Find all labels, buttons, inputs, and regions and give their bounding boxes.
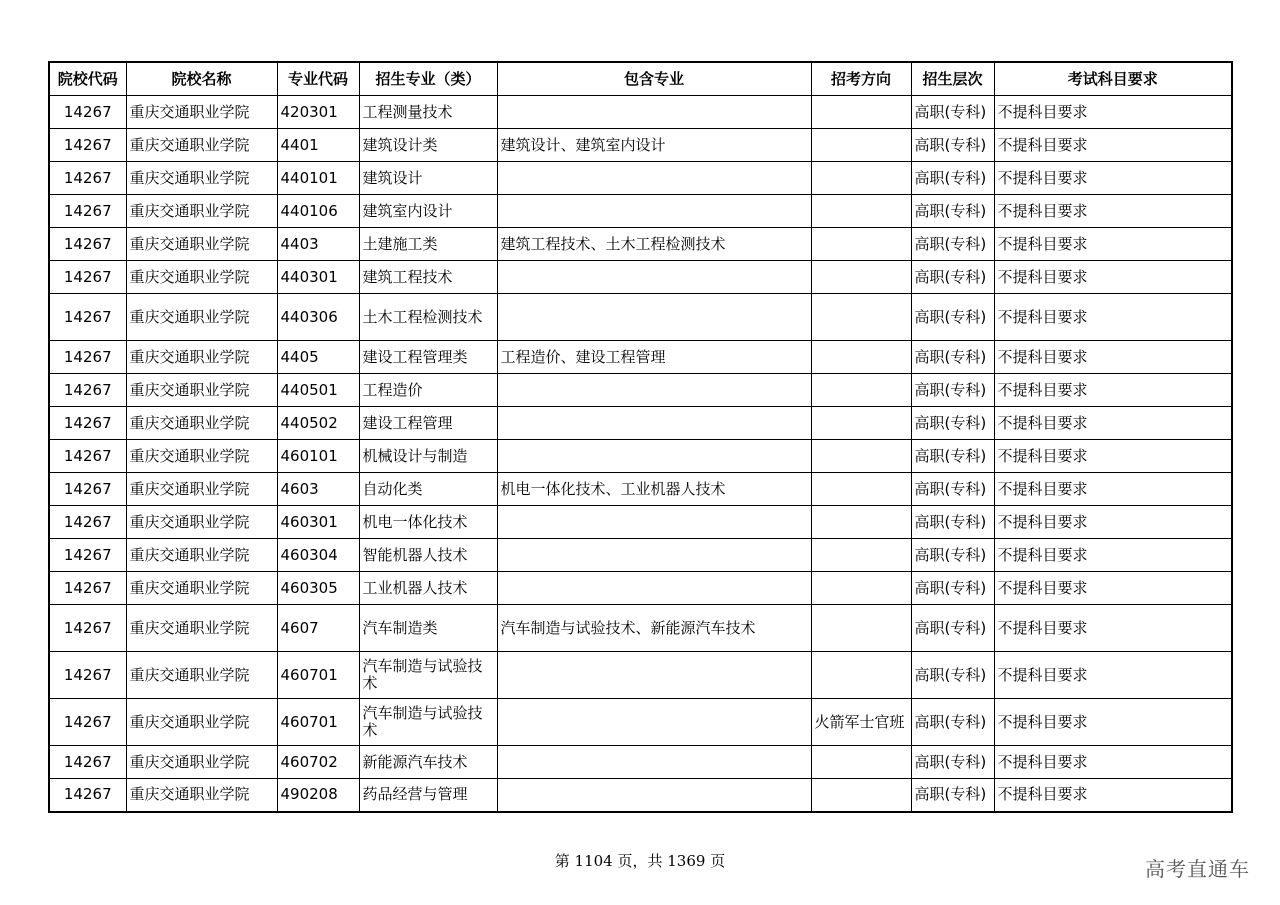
cell-major-code: 460304	[277, 539, 359, 572]
table-row	[49, 506, 1232, 539]
cell-direction	[811, 407, 911, 440]
cell-exam-requirements: 不提科目要求	[994, 506, 1232, 539]
cell-exam-requirements: 不提科目要求	[994, 572, 1232, 605]
table-row	[49, 195, 1232, 228]
cell-direction	[811, 652, 911, 699]
cell-major-code: 460701	[277, 652, 359, 699]
cell-direction	[811, 605, 911, 652]
header-direction: 招考方向	[811, 62, 911, 96]
cell-exam-requirements: 不提科目要求	[994, 261, 1232, 294]
cell-major: 机械设计与制造	[359, 440, 497, 473]
cell-major-code: 4401	[277, 129, 359, 162]
cell-exam-requirements: 不提科目要求	[994, 473, 1232, 506]
cell-direction	[811, 162, 911, 195]
cell-exam-requirements: 不提科目要求	[994, 746, 1232, 779]
table-row	[49, 162, 1232, 195]
cell-major-code: 440101	[277, 162, 359, 195]
cell-exam-requirements: 不提科目要求	[994, 195, 1232, 228]
cell-level: 高职(专科)	[911, 96, 994, 129]
cell-school-code: 14267	[49, 506, 126, 539]
cell-school-code: 14267	[49, 294, 126, 341]
cell-school-code: 14267	[49, 699, 126, 746]
table-row	[49, 407, 1232, 440]
table-row	[49, 572, 1232, 605]
cell-level: 高职(专科)	[911, 374, 994, 407]
cell-major: 建设工程管理类	[359, 341, 497, 374]
cell-exam-requirements: 不提科目要求	[994, 294, 1232, 341]
cell-direction	[811, 572, 911, 605]
cell-school-name: 重庆交通职业学院	[126, 341, 277, 374]
cell-school-name: 重庆交通职业学院	[126, 652, 277, 699]
cell-school-code: 14267	[49, 374, 126, 407]
cell-school-code: 14267	[49, 539, 126, 572]
cell-direction	[811, 129, 911, 162]
cell-level: 高职(专科)	[911, 440, 994, 473]
table-row	[49, 261, 1232, 294]
cell-school-code: 14267	[49, 572, 126, 605]
header-included-majors: 包含专业	[497, 62, 811, 96]
cell-major: 汽车制造与试验技术	[359, 699, 497, 746]
cell-included-majors: 机电一体化技术、工业机器人技术	[497, 473, 811, 506]
cell-school-name: 重庆交通职业学院	[126, 294, 277, 341]
cell-major: 自动化类	[359, 473, 497, 506]
cell-major-code: 4607	[277, 605, 359, 652]
cell-level: 高职(专科)	[911, 779, 994, 812]
cell-school-name: 重庆交通职业学院	[126, 195, 277, 228]
page-number: 第 1104 页，共 1369 页	[554, 852, 726, 870]
cell-school-name: 重庆交通职业学院	[126, 605, 277, 652]
cell-major: 新能源汽车技术	[359, 746, 497, 779]
cell-school-code: 14267	[49, 473, 126, 506]
cell-major-code: 460702	[277, 746, 359, 779]
table-row	[49, 228, 1232, 261]
table-row	[49, 96, 1232, 129]
cell-direction	[811, 195, 911, 228]
cell-level: 高职(专科)	[911, 605, 994, 652]
cell-direction: 火箭军士官班	[811, 699, 911, 746]
header-major: 招生专业（类）	[359, 62, 497, 96]
cell-direction	[811, 341, 911, 374]
cell-included-majors: 汽车制造与试验技术、新能源汽车技术	[497, 605, 811, 652]
cell-major: 机电一体化技术	[359, 506, 497, 539]
table-body	[49, 96, 1232, 812]
cell-major-code: 460701	[277, 699, 359, 746]
cell-major-code: 4405	[277, 341, 359, 374]
cell-major-code: 440306	[277, 294, 359, 341]
table-row	[49, 374, 1232, 407]
cell-included-majors: 建筑设计、建筑室内设计	[497, 129, 811, 162]
cell-level: 高职(专科)	[911, 473, 994, 506]
cell-school-code: 14267	[49, 195, 126, 228]
cell-school-name: 重庆交通职业学院	[126, 261, 277, 294]
cell-exam-requirements: 不提科目要求	[994, 228, 1232, 261]
cell-included-majors	[497, 652, 811, 699]
cell-major: 工程测量技术	[359, 96, 497, 129]
cell-level: 高职(专科)	[911, 506, 994, 539]
watermark-logo-text: 高考直通车	[1145, 857, 1250, 881]
cell-major: 工程造价	[359, 374, 497, 407]
cell-major: 智能机器人技术	[359, 539, 497, 572]
cell-school-name: 重庆交通职业学院	[126, 473, 277, 506]
cell-school-name: 重庆交通职业学院	[126, 440, 277, 473]
cell-school-code: 14267	[49, 228, 126, 261]
cell-school-name: 重庆交通职业学院	[126, 407, 277, 440]
cell-direction	[811, 294, 911, 341]
cell-major: 工业机器人技术	[359, 572, 497, 605]
cell-level: 高职(专科)	[911, 341, 994, 374]
cell-major-code: 440301	[277, 261, 359, 294]
table-row	[49, 440, 1232, 473]
cell-major: 土木工程检测技术	[359, 294, 497, 341]
cell-exam-requirements: 不提科目要求	[994, 652, 1232, 699]
cell-school-name: 重庆交通职业学院	[126, 699, 277, 746]
cell-included-majors	[497, 374, 811, 407]
cell-level: 高职(专科)	[911, 539, 994, 572]
cell-major: 建筑室内设计	[359, 195, 497, 228]
cell-school-name: 重庆交通职业学院	[126, 228, 277, 261]
cell-level: 高职(专科)	[911, 746, 994, 779]
cell-major-code: 4403	[277, 228, 359, 261]
cell-direction	[811, 261, 911, 294]
cell-major-code: 460305	[277, 572, 359, 605]
cell-exam-requirements: 不提科目要求	[994, 440, 1232, 473]
header-exam-requirements: 考试科目要求	[994, 62, 1232, 96]
cell-school-name: 重庆交通职业学院	[126, 129, 277, 162]
cell-school-code: 14267	[49, 746, 126, 779]
cell-school-name: 重庆交通职业学院	[126, 96, 277, 129]
cell-school-code: 14267	[49, 261, 126, 294]
cell-school-code: 14267	[49, 96, 126, 129]
cell-school-name: 重庆交通职业学院	[126, 506, 277, 539]
cell-level: 高职(专科)	[911, 162, 994, 195]
cell-major: 建设工程管理	[359, 407, 497, 440]
cell-exam-requirements: 不提科目要求	[994, 407, 1232, 440]
cell-exam-requirements: 不提科目要求	[994, 779, 1232, 812]
cell-level: 高职(专科)	[911, 129, 994, 162]
admissions-table	[48, 61, 1233, 813]
cell-major: 土建施工类	[359, 228, 497, 261]
cell-exam-requirements: 不提科目要求	[994, 129, 1232, 162]
cell-included-majors	[497, 699, 811, 746]
table-row	[49, 779, 1232, 812]
cell-school-name: 重庆交通职业学院	[126, 539, 277, 572]
cell-school-code: 14267	[49, 779, 126, 812]
cell-included-majors	[497, 261, 811, 294]
cell-major-code: 490208	[277, 779, 359, 812]
cell-level: 高职(专科)	[911, 699, 994, 746]
cell-school-code: 14267	[49, 129, 126, 162]
table-row	[49, 129, 1232, 162]
cell-level: 高职(专科)	[911, 407, 994, 440]
header-level: 招生层次	[911, 62, 994, 96]
cell-included-majors	[497, 407, 811, 440]
cell-exam-requirements: 不提科目要求	[994, 605, 1232, 652]
cell-direction	[811, 228, 911, 261]
header-school-name: 院校名称	[126, 62, 277, 96]
cell-included-majors	[497, 779, 811, 812]
cell-direction	[811, 96, 911, 129]
cell-direction	[811, 473, 911, 506]
table-row	[49, 605, 1232, 652]
cell-exam-requirements: 不提科目要求	[994, 162, 1232, 195]
cell-major: 建筑工程技术	[359, 261, 497, 294]
cell-major: 建筑设计类	[359, 129, 497, 162]
cell-major-code: 460101	[277, 440, 359, 473]
cell-major: 汽车制造类	[359, 605, 497, 652]
cell-level: 高职(专科)	[911, 228, 994, 261]
cell-exam-requirements: 不提科目要求	[994, 374, 1232, 407]
cell-level: 高职(专科)	[911, 652, 994, 699]
cell-included-majors	[497, 572, 811, 605]
cell-major-code: 440502	[277, 407, 359, 440]
cell-major-code: 440501	[277, 374, 359, 407]
table-row	[49, 294, 1232, 341]
table-row	[49, 341, 1232, 374]
cell-included-majors	[497, 96, 811, 129]
table-row	[49, 746, 1232, 779]
cell-school-code: 14267	[49, 407, 126, 440]
cell-major-code: 420301	[277, 96, 359, 129]
cell-major: 汽车制造与试验技术	[359, 652, 497, 699]
cell-included-majors: 建筑工程技术、土木工程检测技术	[497, 228, 811, 261]
header-row	[49, 62, 1232, 96]
table-row	[49, 652, 1232, 699]
cell-level: 高职(专科)	[911, 195, 994, 228]
cell-included-majors	[497, 294, 811, 341]
cell-level: 高职(专科)	[911, 294, 994, 341]
cell-included-majors	[497, 162, 811, 195]
cell-exam-requirements: 不提科目要求	[994, 539, 1232, 572]
cell-direction	[811, 746, 911, 779]
cell-major-code: 460301	[277, 506, 359, 539]
cell-school-code: 14267	[49, 605, 126, 652]
cell-major-code: 440106	[277, 195, 359, 228]
header-major-code: 专业代码	[277, 62, 359, 96]
cell-exam-requirements: 不提科目要求	[994, 96, 1232, 129]
cell-direction	[811, 779, 911, 812]
cell-school-name: 重庆交通职业学院	[126, 162, 277, 195]
cell-direction	[811, 440, 911, 473]
table-row	[49, 473, 1232, 506]
cell-school-name: 重庆交通职业学院	[126, 374, 277, 407]
cell-school-code: 14267	[49, 162, 126, 195]
cell-school-code: 14267	[49, 652, 126, 699]
cell-exam-requirements: 不提科目要求	[994, 341, 1232, 374]
cell-direction	[811, 374, 911, 407]
cell-major-code: 4603	[277, 473, 359, 506]
cell-included-majors	[497, 746, 811, 779]
cell-included-majors	[497, 195, 811, 228]
cell-school-code: 14267	[49, 440, 126, 473]
cell-direction	[811, 506, 911, 539]
cell-level: 高职(专科)	[911, 572, 994, 605]
cell-included-majors	[497, 506, 811, 539]
cell-exam-requirements: 不提科目要求	[994, 699, 1232, 746]
cell-school-name: 重庆交通职业学院	[126, 572, 277, 605]
cell-major: 建筑设计	[359, 162, 497, 195]
cell-school-code: 14267	[49, 341, 126, 374]
table-row	[49, 699, 1232, 746]
cell-level: 高职(专科)	[911, 261, 994, 294]
table-row	[49, 539, 1232, 572]
cell-school-name: 重庆交通职业学院	[126, 746, 277, 779]
cell-major: 药品经营与管理	[359, 779, 497, 812]
cell-included-majors: 工程造价、建设工程管理	[497, 341, 811, 374]
header-school-code: 院校代码	[49, 62, 126, 96]
cell-included-majors	[497, 440, 811, 473]
cell-direction	[811, 539, 911, 572]
cell-school-name: 重庆交通职业学院	[126, 779, 277, 812]
cell-included-majors	[497, 539, 811, 572]
